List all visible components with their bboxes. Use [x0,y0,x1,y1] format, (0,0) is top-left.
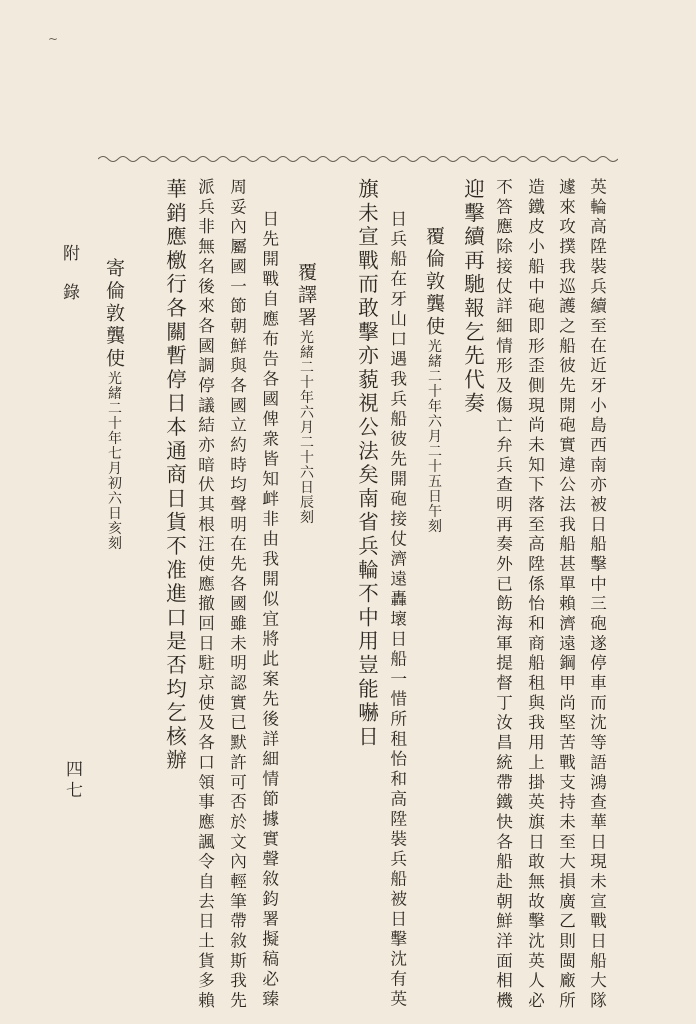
section-heading-3 [104,258,123,551]
text-column-4: 不答應除接仗詳細情形及傷亡弁兵查明再奏外已飭海軍提督丁汝昌統帶鐵快各船赴朝鮮洋面相機 [493,178,513,1012]
heading-title: 覆倫敦龔使 [423,226,445,339]
text-column-6: 日兵船在牙山口遇我兵船彼先開砲接仗濟遠轟壞日船一惜所租怡和高陞裝兵船被日擊沈有英 [387,210,407,1010]
heading-title: 寄倫敦龔使 [103,258,125,371]
section-heading-1 [424,226,443,534]
page-number: 四七 [62,760,82,802]
text-column-9: 周妥內屬國一節朝鮮與各國立約時均聲明在先各國雖未明認實已默許可否於文內輕筆帶敘斯我先 [227,178,247,1012]
text-column-5: 迎擊續再馳報乞先代奏 [460,178,485,416]
text-column-1: 英輪高陞裝兵續至在近牙小島西南亦被日船擊中三砲遂停車而沈等語鴻查華日現未宣戰日船大隊 [587,178,607,1012]
section-heading-2 [296,262,315,525]
text-column-2: 遽來攻撲我巡護之船彼先開砲實違公法我船甚單賴濟遠鋼甲尚堅苦戰支持未至大損廣乙則閩廠所 [556,178,576,1012]
text-column-11: 華銷應檄行各關暫停日本通商日貨不准進口是否均乞核辦 [162,178,187,773]
heading-title: 覆譯署 [295,262,317,330]
text-column-3: 造鐵皮小船中砲即形歪側現尚未知下落至高陞係怡和商船租與我用上掛英旗日敢無故擊沈英人必 [525,178,545,1012]
text-column-7: 旗未宣戰而敢擊亦藐視公法矣南省兵輪不中用豈能嚇日 [354,178,379,750]
heading-date: 光緒二十年六月二十六日辰刻 [298,329,314,525]
margin-label: 附錄 [59,244,79,322]
text-column-10: 派兵非無名後來各國調停議結亦暗伏其根汪使應撤回日駐京使及各口領事應諷令自去日土貨多賴 [195,178,215,1012]
heading-date: 光緒二十年七月初六日亥刻 [106,370,122,551]
paper-speck: ~ [48,32,59,46]
top-wavy-rule [98,152,618,166]
heading-date: 光緒二十年六月二十五日午刻 [426,338,442,534]
text-column-8: 日先開戰自應布告各國俾衆皆知衅非由我開似宜將此案先後詳細情節據實聲敘鈞署擬稿必臻 [259,210,279,1010]
